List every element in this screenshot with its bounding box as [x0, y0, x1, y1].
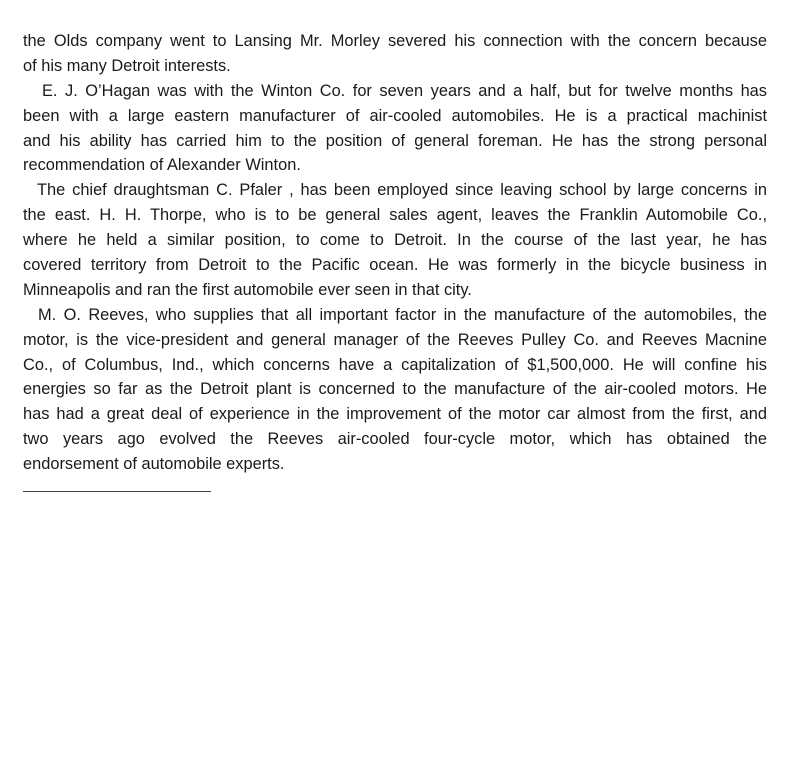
text-line: endorsement of automobile experts.	[23, 455, 285, 474]
text-line: recommendation of Alexander Winton.	[23, 156, 301, 175]
text-line: E. J. O’Hagan was with the Winton Co. for seven years and a half, but for twelve months has	[42, 81, 767, 100]
paragraph-morley	[23, 29, 767, 79]
text-line: Minneapolis and ran the first automobile ever seen in that city.	[23, 280, 472, 299]
text-line: motor, is the vice-president and general manager of the Reeves Pulley Co. and Reeves Macnine	[23, 330, 767, 349]
text-line: The chief draughtsman C. Pfaler , has been employed since leaving school by large concerns in	[37, 181, 767, 200]
text-line: and his ability has carried him to the position of general foreman. He has the strong personal	[23, 131, 767, 150]
document-body	[23, 29, 767, 477]
text-line: Co., of Columbus, Ind., which concerns have a capitalization of $1,500,000. He will confine his	[23, 355, 767, 374]
text-line: the Olds company went to Lansing Mr. Morley severed his connection with the concern because	[23, 32, 767, 50]
text-line: of his many Detroit interests.	[23, 56, 231, 75]
text-line: energies so far as the Detroit plant is concerned to the manufacture of the air-cooled motors. He	[23, 380, 767, 399]
text-line: been with a large eastern manufacturer of air-cooled automobiles. He is a practical machinist	[23, 106, 767, 125]
paragraph-pfaler-thorpe	[23, 178, 767, 302]
text-line: covered territory from Detroit to the Pacific ocean. He was formerly in the bicycle business in	[23, 256, 767, 275]
paragraph-reeves	[23, 303, 767, 477]
section-divider	[23, 491, 211, 492]
text-line: M. O. Reeves, who supplies that all important factor in the manufacture of the automobiles, the	[38, 305, 767, 324]
paragraph-ohagan	[23, 79, 767, 179]
text-line: has had a great deal of experience in the improvement of the motor car almost from the first, and	[23, 405, 767, 424]
text-line: two years ago evolved the Reeves air-cooled four-cycle motor, which has obtained the	[23, 430, 767, 449]
text-line: where he held a similar position, to come to Detroit. In the course of the last year, he has	[23, 231, 767, 250]
text-line: the east. H. H. Thorpe, who is to be general sales agent, leaves the Franklin Automobile Co.,	[23, 206, 767, 225]
